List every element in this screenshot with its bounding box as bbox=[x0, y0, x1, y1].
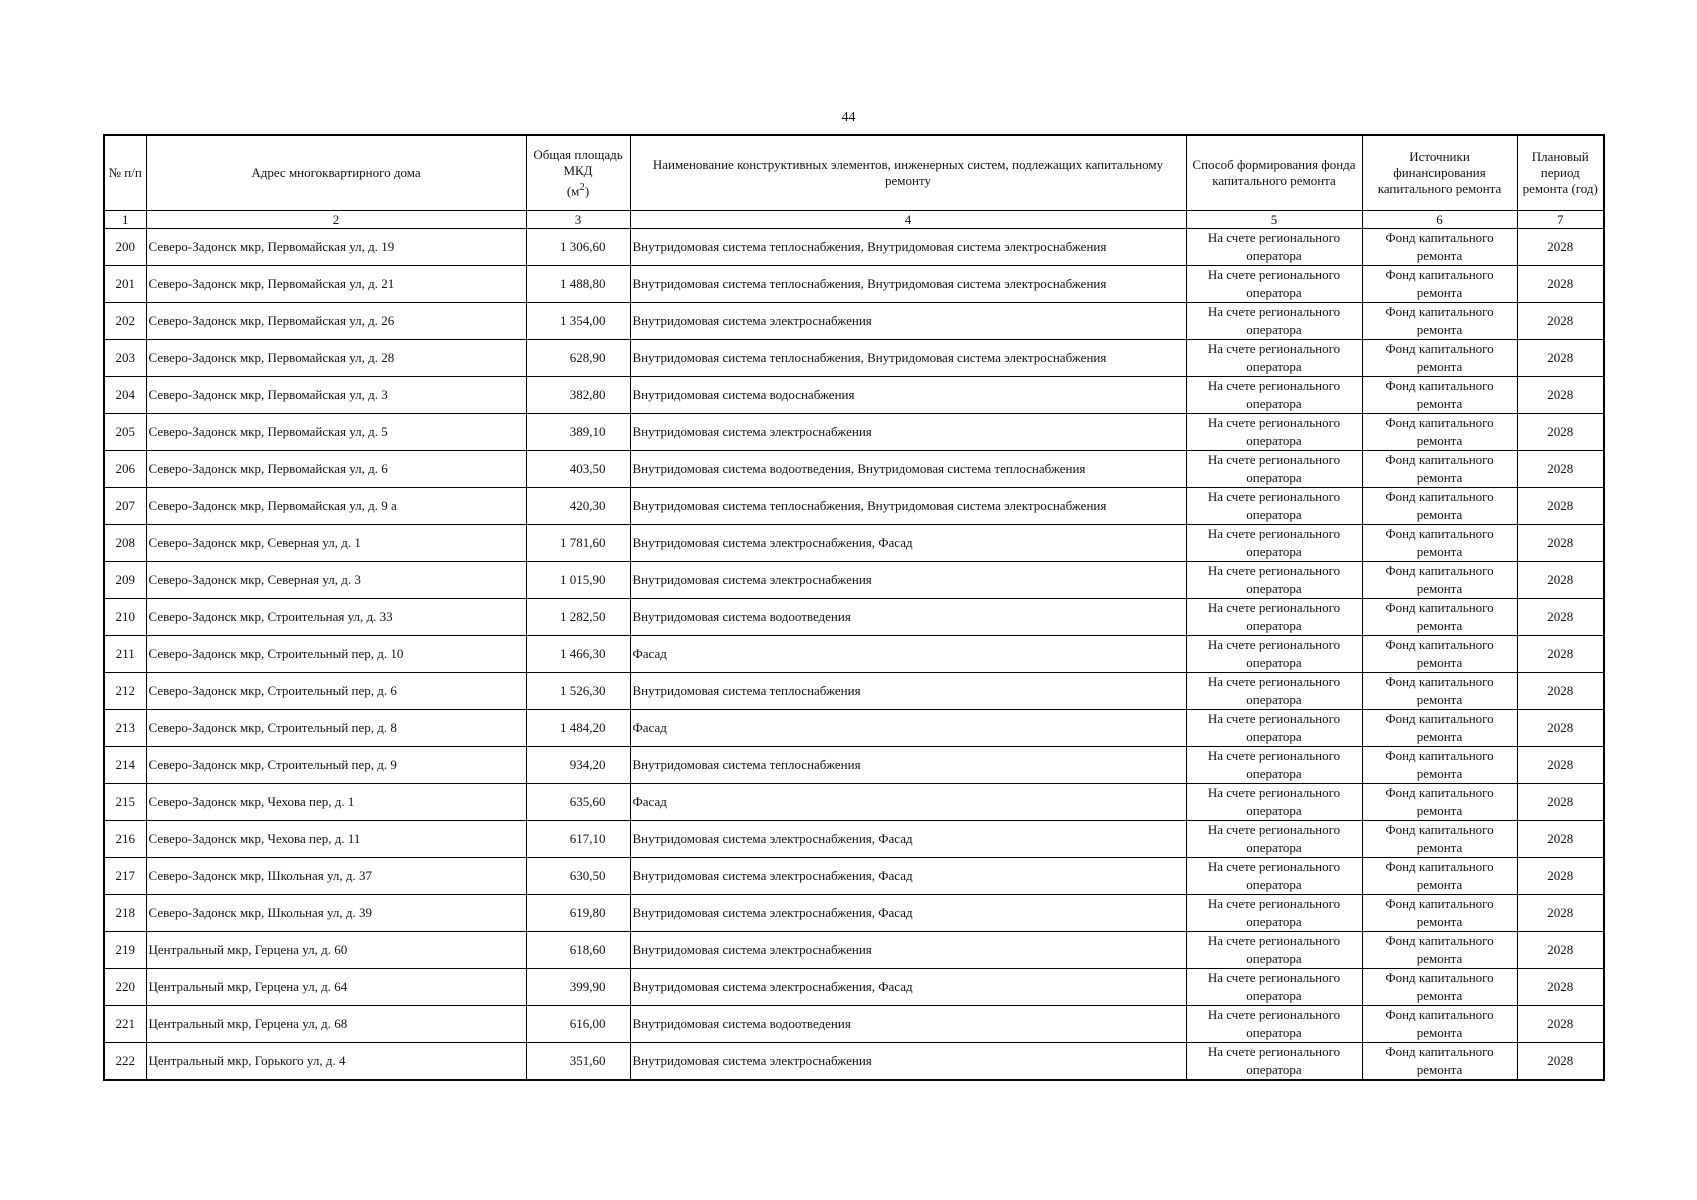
row-source: Фонд капитального ремонта bbox=[1362, 451, 1517, 488]
table-row bbox=[104, 1006, 1604, 1043]
row-number: 213 bbox=[104, 710, 146, 747]
row-year: 2028 bbox=[1517, 858, 1604, 895]
row-area: 1 484,20 bbox=[526, 710, 630, 747]
table-row bbox=[104, 451, 1604, 488]
row-year: 2028 bbox=[1517, 266, 1604, 303]
header-area-sup: 2 bbox=[579, 180, 585, 193]
row-number: 201 bbox=[104, 266, 146, 303]
row-area: 1 781,60 bbox=[526, 525, 630, 562]
row-year: 2028 bbox=[1517, 340, 1604, 377]
row-number: 215 bbox=[104, 784, 146, 821]
row-elements: Внутридомовая система теплоснабжения, Внутридомовая система электроснабжения bbox=[630, 229, 1186, 266]
row-area: 630,50 bbox=[526, 858, 630, 895]
row-address: Северо-Задонск мкр, Чехова пер, д. 11 bbox=[146, 821, 526, 858]
row-source: Фонд капитального ремонта bbox=[1362, 784, 1517, 821]
row-elements: Внутридомовая система электроснабжения bbox=[630, 414, 1186, 451]
table-row bbox=[104, 525, 1604, 562]
row-year: 2028 bbox=[1517, 377, 1604, 414]
row-address: Северо-Задонск мкр, Первомайская ул, д. 9 а bbox=[146, 488, 526, 525]
column-number: 2 bbox=[146, 211, 526, 229]
row-method: На счете регионального оператора bbox=[1186, 377, 1362, 414]
row-elements: Внутридомовая система водоснабжения bbox=[630, 377, 1186, 414]
row-area: 1 282,50 bbox=[526, 599, 630, 636]
header-method: Способ формирования фонда капитального ремонта bbox=[1186, 135, 1362, 211]
row-elements: Внутридомовая система электроснабжения, Фасад bbox=[630, 525, 1186, 562]
row-number: 214 bbox=[104, 747, 146, 784]
row-area: 399,90 bbox=[526, 969, 630, 1006]
row-source: Фонд капитального ремонта bbox=[1362, 1043, 1517, 1081]
row-address: Северо-Задонск мкр, Северная ул, д. 1 bbox=[146, 525, 526, 562]
row-area: 635,60 bbox=[526, 784, 630, 821]
row-method: На счете регионального оператора bbox=[1186, 340, 1362, 377]
row-address: Центральный мкр, Герцена ул, д. 60 bbox=[146, 932, 526, 969]
row-method: На счете регионального оператора bbox=[1186, 525, 1362, 562]
row-method: На счете регионального оператора bbox=[1186, 895, 1362, 932]
row-method: На счете регионального оператора bbox=[1186, 414, 1362, 451]
header-address: Адрес многоквартирного дома bbox=[146, 135, 526, 211]
row-elements: Внутридомовая система электроснабжения bbox=[630, 303, 1186, 340]
row-source: Фонд капитального ремонта bbox=[1362, 377, 1517, 414]
row-address: Северо-Задонск мкр, Строительный пер, д. 9 bbox=[146, 747, 526, 784]
row-number: 209 bbox=[104, 562, 146, 599]
row-year: 2028 bbox=[1517, 710, 1604, 747]
row-address: Северо-Задонск мкр, Строительный пер, д. 6 bbox=[146, 673, 526, 710]
row-address: Центральный мкр, Герцена ул, д. 68 bbox=[146, 1006, 526, 1043]
row-number: 217 bbox=[104, 858, 146, 895]
row-area: 1 526,30 bbox=[526, 673, 630, 710]
row-year: 2028 bbox=[1517, 488, 1604, 525]
row-method: На счете регионального оператора bbox=[1186, 488, 1362, 525]
row-year: 2028 bbox=[1517, 932, 1604, 969]
row-area: 618,60 bbox=[526, 932, 630, 969]
header-area-label: Общая площадь МКД bbox=[533, 146, 623, 178]
row-address: Северо-Задонск мкр, Школьная ул, д. 37 bbox=[146, 858, 526, 895]
header-area-unit: (м bbox=[566, 183, 580, 199]
table-row bbox=[104, 562, 1604, 599]
header-area bbox=[526, 135, 630, 211]
row-number: 202 bbox=[104, 303, 146, 340]
column-number: 5 bbox=[1186, 211, 1362, 229]
table-row bbox=[104, 932, 1604, 969]
row-method: На счете регионального оператора bbox=[1186, 673, 1362, 710]
row-address: Центральный мкр, Герцена ул, д. 64 bbox=[146, 969, 526, 1006]
column-number: 6 bbox=[1362, 211, 1517, 229]
row-method: На счете регионального оператора bbox=[1186, 562, 1362, 599]
row-year: 2028 bbox=[1517, 414, 1604, 451]
row-method: На счете регионального оператора bbox=[1186, 784, 1362, 821]
row-number: 216 bbox=[104, 821, 146, 858]
table-row bbox=[104, 266, 1604, 303]
row-year: 2028 bbox=[1517, 1006, 1604, 1043]
table-row bbox=[104, 636, 1604, 673]
row-method: На счете регионального оператора bbox=[1186, 747, 1362, 784]
row-number: 207 bbox=[104, 488, 146, 525]
row-number: 208 bbox=[104, 525, 146, 562]
header-no: № п/п bbox=[104, 135, 146, 211]
row-address: Северо-Задонск мкр, Первомайская ул, д. 26 bbox=[146, 303, 526, 340]
row-area: 403,50 bbox=[526, 451, 630, 488]
column-number: 1 bbox=[104, 211, 146, 229]
row-year: 2028 bbox=[1517, 229, 1604, 266]
header-elements: Наименование конструктивных элементов, инженерных систем, подлежащих капитальному ремонту bbox=[630, 135, 1186, 211]
row-area: 351,60 bbox=[526, 1043, 630, 1081]
table-header-row bbox=[104, 135, 1604, 211]
row-address: Северо-Задонск мкр, Первомайская ул, д. 6 bbox=[146, 451, 526, 488]
column-number: 4 bbox=[630, 211, 1186, 229]
row-address: Северо-Задонск мкр, Северная ул, д. 3 bbox=[146, 562, 526, 599]
row-year: 2028 bbox=[1517, 1043, 1604, 1081]
row-source: Фонд капитального ремонта bbox=[1362, 340, 1517, 377]
row-year: 2028 bbox=[1517, 525, 1604, 562]
row-elements: Внутридомовая система электроснабжения, Фасад bbox=[630, 821, 1186, 858]
row-elements: Внутридомовая система теплоснабжения, Внутридомовая система электроснабжения bbox=[630, 340, 1186, 377]
row-elements: Внутридомовая система электроснабжения, Фасад bbox=[630, 858, 1186, 895]
row-method: На счете регионального оператора bbox=[1186, 821, 1362, 858]
row-address: Северо-Задонск мкр, Первомайская ул, д. 19 bbox=[146, 229, 526, 266]
row-number: 211 bbox=[104, 636, 146, 673]
header-sources: Источники финансирования капитального ремонта bbox=[1362, 135, 1517, 211]
row-area: 1 306,60 bbox=[526, 229, 630, 266]
row-area: 617,10 bbox=[526, 821, 630, 858]
row-address: Северо-Задонск мкр, Строительный пер, д. 10 bbox=[146, 636, 526, 673]
row-source: Фонд капитального ремонта bbox=[1362, 673, 1517, 710]
table-row bbox=[104, 340, 1604, 377]
row-method: На счете регионального оператора bbox=[1186, 229, 1362, 266]
repair-plan-table bbox=[103, 134, 1605, 1081]
row-source: Фонд капитального ремонта bbox=[1362, 1006, 1517, 1043]
row-number: 220 bbox=[104, 969, 146, 1006]
table-row bbox=[104, 969, 1604, 1006]
row-source: Фонд капитального ремонта bbox=[1362, 414, 1517, 451]
row-elements: Внутридомовая система электроснабжения bbox=[630, 1043, 1186, 1081]
row-address: Северо-Задонск мкр, Школьная ул, д. 39 bbox=[146, 895, 526, 932]
header-period: Плановый период ремонта (год) bbox=[1517, 135, 1604, 211]
row-number: 205 bbox=[104, 414, 146, 451]
row-source: Фонд капитального ремонта bbox=[1362, 821, 1517, 858]
row-elements: Внутридомовая система теплоснабжения, Внутридомовая система электроснабжения bbox=[630, 488, 1186, 525]
row-year: 2028 bbox=[1517, 636, 1604, 673]
row-method: На счете регионального оператора bbox=[1186, 932, 1362, 969]
row-address: Северо-Задонск мкр, Первомайская ул, д. 21 bbox=[146, 266, 526, 303]
row-source: Фонд капитального ремонта bbox=[1362, 895, 1517, 932]
column-number: 7 bbox=[1517, 211, 1604, 229]
row-source: Фонд капитального ремонта bbox=[1362, 747, 1517, 784]
row-method: На счете регионального оператора bbox=[1186, 1006, 1362, 1043]
row-source: Фонд капитального ремонта bbox=[1362, 710, 1517, 747]
row-number: 222 bbox=[104, 1043, 146, 1081]
row-source: Фонд капитального ремонта bbox=[1362, 525, 1517, 562]
row-elements: Фасад bbox=[630, 710, 1186, 747]
page-number: 44 bbox=[841, 110, 856, 125]
table-row bbox=[104, 377, 1604, 414]
table-row bbox=[104, 710, 1604, 747]
row-year: 2028 bbox=[1517, 969, 1604, 1006]
row-year: 2028 bbox=[1517, 821, 1604, 858]
row-area: 934,20 bbox=[526, 747, 630, 784]
row-elements: Фасад bbox=[630, 636, 1186, 673]
row-number: 219 bbox=[104, 932, 146, 969]
row-source: Фонд капитального ремонта bbox=[1362, 266, 1517, 303]
row-address: Северо-Задонск мкр, Первомайская ул, д. 28 bbox=[146, 340, 526, 377]
row-elements: Внутридомовая система теплоснабжения, Внутридомовая система электроснабжения bbox=[630, 266, 1186, 303]
row-number: 200 bbox=[104, 229, 146, 266]
column-number-row bbox=[104, 211, 1604, 229]
row-number: 218 bbox=[104, 895, 146, 932]
table-body bbox=[104, 229, 1604, 1081]
row-source: Фонд капитального ремонта bbox=[1362, 303, 1517, 340]
table-row bbox=[104, 821, 1604, 858]
table-row bbox=[104, 488, 1604, 525]
row-area: 1 015,90 bbox=[526, 562, 630, 599]
row-address: Северо-Задонск мкр, Первомайская ул, д. 3 bbox=[146, 377, 526, 414]
row-area: 1 466,30 bbox=[526, 636, 630, 673]
row-source: Фонд капитального ремонта bbox=[1362, 969, 1517, 1006]
table-row bbox=[104, 1043, 1604, 1081]
row-area: 1 488,80 bbox=[526, 266, 630, 303]
table-row bbox=[104, 673, 1604, 710]
row-method: На счете регионального оператора bbox=[1186, 710, 1362, 747]
table-row bbox=[104, 895, 1604, 932]
row-elements: Фасад bbox=[630, 784, 1186, 821]
table-row bbox=[104, 229, 1604, 266]
row-method: На счете регионального оператора bbox=[1186, 303, 1362, 340]
row-method: На счете регионального оператора bbox=[1186, 266, 1362, 303]
row-elements: Внутридомовая система электроснабжения bbox=[630, 932, 1186, 969]
row-elements: Внутридомовая система электроснабжения, Фасад bbox=[630, 895, 1186, 932]
row-area: 389,10 bbox=[526, 414, 630, 451]
row-method: На счете регионального оператора bbox=[1186, 636, 1362, 673]
row-year: 2028 bbox=[1517, 562, 1604, 599]
row-year: 2028 bbox=[1517, 673, 1604, 710]
row-elements: Внутридомовая система электроснабжения bbox=[630, 562, 1186, 599]
row-area: 619,80 bbox=[526, 895, 630, 932]
row-area: 1 354,00 bbox=[526, 303, 630, 340]
row-address: Северо-Задонск мкр, Строительная ул, д. 33 bbox=[146, 599, 526, 636]
table-row bbox=[104, 858, 1604, 895]
row-elements: Внутридомовая система теплоснабжения bbox=[630, 673, 1186, 710]
table-row bbox=[104, 784, 1604, 821]
row-number: 204 bbox=[104, 377, 146, 414]
row-source: Фонд капитального ремонта bbox=[1362, 488, 1517, 525]
row-elements: Внутридомовая система электроснабжения, Фасад bbox=[630, 969, 1186, 1006]
row-address: Северо-Задонск мкр, Строительный пер, д. 8 bbox=[146, 710, 526, 747]
row-number: 221 bbox=[104, 1006, 146, 1043]
row-method: На счете регионального оператора bbox=[1186, 1043, 1362, 1081]
row-method: На счете регионального оператора bbox=[1186, 969, 1362, 1006]
row-source: Фонд капитального ремонта bbox=[1362, 858, 1517, 895]
row-year: 2028 bbox=[1517, 747, 1604, 784]
row-source: Фонд капитального ремонта bbox=[1362, 562, 1517, 599]
row-elements: Внутридомовая система водоотведения bbox=[630, 599, 1186, 636]
row-year: 2028 bbox=[1517, 895, 1604, 932]
row-method: На счете регионального оператора bbox=[1186, 858, 1362, 895]
column-number: 3 bbox=[526, 211, 630, 229]
row-number: 212 bbox=[104, 673, 146, 710]
row-source: Фонд капитального ремонта bbox=[1362, 229, 1517, 266]
row-elements: Внутридомовая система водоотведения bbox=[630, 1006, 1186, 1043]
table-row bbox=[104, 303, 1604, 340]
row-elements: Внутридомовая система водоотведения, Внутридомовая система теплоснабжения bbox=[630, 451, 1186, 488]
table-row bbox=[104, 414, 1604, 451]
row-year: 2028 bbox=[1517, 599, 1604, 636]
row-number: 206 bbox=[104, 451, 146, 488]
row-address: Северо-Задонск мкр, Чехова пер, д. 1 bbox=[146, 784, 526, 821]
table-row bbox=[104, 747, 1604, 784]
row-method: На счете регионального оператора bbox=[1186, 599, 1362, 636]
row-elements: Внутридомовая система теплоснабжения bbox=[630, 747, 1186, 784]
row-year: 2028 bbox=[1517, 784, 1604, 821]
row-source: Фонд капитального ремонта bbox=[1362, 932, 1517, 969]
row-year: 2028 bbox=[1517, 451, 1604, 488]
row-number: 210 bbox=[104, 599, 146, 636]
row-source: Фонд капитального ремонта bbox=[1362, 636, 1517, 673]
table-row bbox=[104, 599, 1604, 636]
header-area-close: ) bbox=[584, 183, 590, 199]
row-area: 628,90 bbox=[526, 340, 630, 377]
row-source: Фонд капитального ремонта bbox=[1362, 599, 1517, 636]
row-number: 203 bbox=[104, 340, 146, 377]
row-area: 420,30 bbox=[526, 488, 630, 525]
row-area: 382,80 bbox=[526, 377, 630, 414]
row-address: Северо-Задонск мкр, Первомайская ул, д. 5 bbox=[146, 414, 526, 451]
row-year: 2028 bbox=[1517, 303, 1604, 340]
row-method: На счете регионального оператора bbox=[1186, 451, 1362, 488]
row-address: Центральный мкр, Горького ул, д. 4 bbox=[146, 1043, 526, 1081]
row-area: 616,00 bbox=[526, 1006, 630, 1043]
